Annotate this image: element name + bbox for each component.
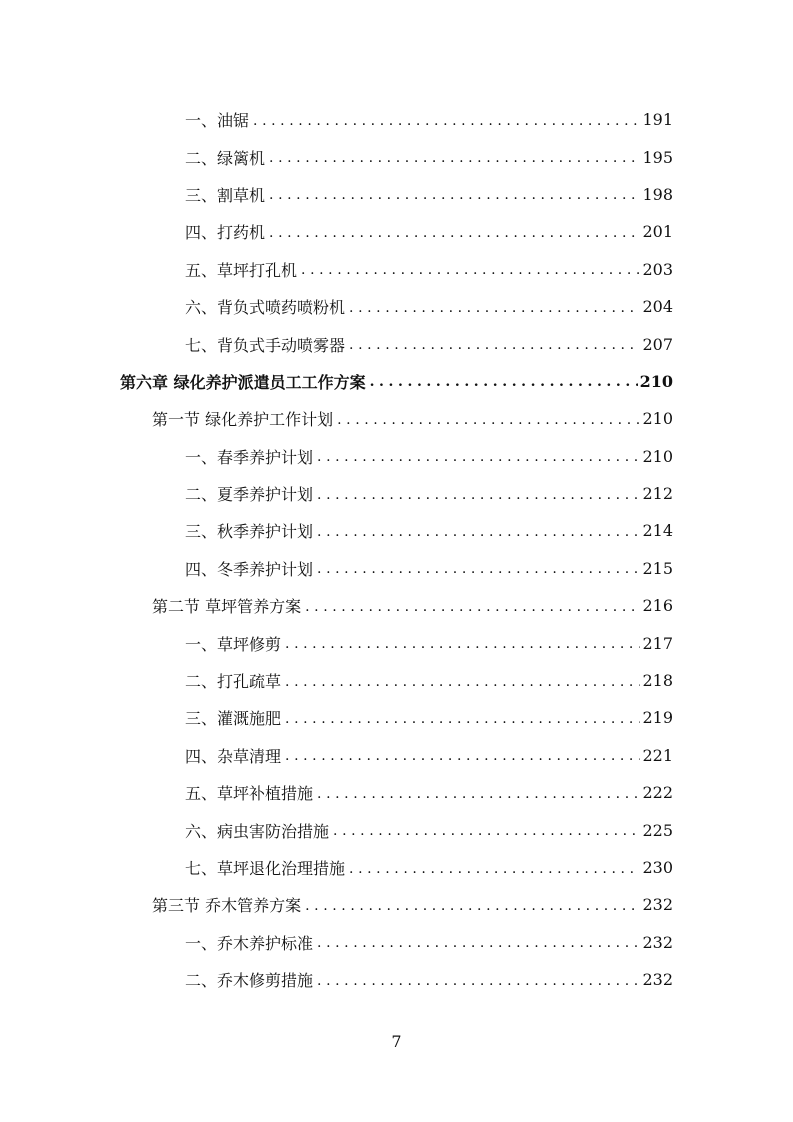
toc-entry[interactable] (0, 961, 793, 998)
toc-entry-title: 四、杂草清理 (185, 746, 282, 766)
toc-entry[interactable] (0, 325, 793, 362)
toc-entry-title: 二、绿篱机 (185, 148, 266, 168)
toc-page-number: 214 (642, 521, 673, 541)
toc-entry-title: 六、病虫害防治措施 (185, 821, 330, 841)
toc-entry[interactable] (0, 624, 793, 661)
toc-entry[interactable] (0, 213, 793, 250)
toc-page-number: 225 (642, 820, 673, 840)
toc-entry-title: 五、草坪补植措施 (185, 784, 314, 804)
toc-entry-title: 三、秋季养护计划 (185, 522, 314, 542)
toc-entry[interactable] (0, 662, 793, 699)
toc-dot-leader (285, 636, 640, 652)
toc-dot-leader (301, 262, 640, 278)
toc-page-number: 232 (642, 895, 673, 915)
toc-page-number: 203 (642, 259, 673, 279)
toc-page-number: 210 (639, 371, 673, 391)
toc-entry[interactable] (0, 811, 793, 848)
toc-section-entry[interactable] (0, 400, 793, 437)
toc-entry-title: 三、割草机 (185, 185, 266, 205)
toc-entry-title: 六、背负式喷药喷粉机 (185, 298, 346, 318)
toc-dot-leader (333, 823, 640, 839)
toc-entry[interactable] (0, 101, 793, 138)
toc-entry-title: 三、灌溉施肥 (185, 709, 282, 729)
toc-page-number: 219 (642, 708, 673, 728)
toc-dot-leader (269, 187, 640, 203)
toc-page-number: 218 (642, 671, 673, 691)
toc-entry[interactable] (0, 774, 793, 811)
toc-dot-leader (317, 973, 640, 989)
toc-entry-title: 第二节 草坪管养方案 (152, 597, 302, 617)
toc-dot-leader (317, 561, 640, 577)
page-number: 7 (391, 1032, 402, 1051)
toc-page-number: 195 (642, 147, 673, 167)
toc-page-number: 221 (642, 745, 673, 765)
toc-page-number: 210 (642, 409, 673, 429)
toc-entry-title: 七、草坪退化治理措施 (185, 859, 346, 878)
toc-dot-leader (253, 113, 640, 129)
toc-entry-title: 二、夏季养护计划 (185, 485, 314, 505)
toc-dot-leader (305, 599, 640, 615)
toc-page-number: 201 (642, 222, 673, 242)
toc-entry[interactable] (0, 251, 793, 288)
toc-dot-leader (349, 861, 640, 877)
toc-dot-leader (285, 711, 640, 727)
toc-entry[interactable] (0, 737, 793, 774)
toc-entry-title: 第六章 绿化养护派遣员工工作方案 (120, 372, 366, 392)
toc-page-number: 232 (642, 970, 673, 990)
toc-entry-title: 二、乔木修剪措施 (185, 971, 314, 991)
toc-dot-leader (317, 786, 640, 802)
toc-dot-leader (317, 449, 640, 465)
toc-entry[interactable] (0, 475, 793, 512)
toc-dot-leader (370, 374, 638, 390)
toc-dot-leader (337, 412, 640, 428)
toc-entry-title: 一、春季养护计划 (185, 447, 314, 467)
toc-entry-title: 四、冬季养护计划 (185, 559, 314, 579)
toc-page-number: 215 (642, 558, 673, 578)
toc-entry-title: 一、油锯 (185, 111, 250, 131)
toc-entry-title: 第一节 绿化养护工作计划 (152, 410, 334, 430)
toc-entry[interactable] (0, 550, 793, 587)
toc-entry-title: 一、草坪修剪 (185, 634, 282, 654)
toc-page-number: 212 (642, 484, 673, 504)
toc-entry[interactable] (0, 288, 793, 325)
toc-page-number: 216 (642, 596, 673, 616)
toc-page-number: 217 (642, 633, 673, 653)
toc-entry[interactable] (0, 849, 793, 886)
toc-page-number: 191 (642, 110, 673, 130)
toc-dot-leader (349, 337, 640, 353)
toc-dot-leader (269, 225, 640, 241)
toc-page-number: 222 (642, 783, 673, 803)
toc-page-number: 207 (642, 334, 673, 354)
toc-dot-leader (349, 300, 640, 316)
toc-entry[interactable] (0, 138, 793, 175)
toc-page-number: 230 (642, 858, 673, 877)
toc-entry-title: 二、打孔疏草 (185, 672, 282, 692)
toc-entry[interactable] (0, 512, 793, 549)
toc-entry[interactable] (0, 699, 793, 736)
toc-entry[interactable] (0, 924, 793, 961)
table-of-contents (0, 101, 793, 998)
toc-chapter-entry[interactable] (0, 363, 793, 400)
toc-entry-title: 一、乔木养护标准 (185, 933, 314, 953)
toc-entry-title: 第三节 乔木管养方案 (152, 896, 302, 916)
toc-page-number: 210 (642, 446, 673, 466)
toc-section-entry[interactable] (0, 587, 793, 624)
toc-dot-leader (285, 674, 640, 690)
toc-entry-title: 四、打药机 (185, 223, 266, 243)
toc-entry[interactable] (0, 176, 793, 213)
toc-dot-leader (305, 898, 640, 914)
toc-entry-title: 五、草坪打孔机 (185, 260, 298, 280)
toc-dot-leader (269, 150, 640, 166)
toc-page-number: 232 (642, 932, 673, 952)
toc-entry-title: 七、背负式手动喷雾器 (185, 335, 346, 355)
toc-page-number: 198 (642, 184, 673, 204)
toc-dot-leader (285, 748, 640, 764)
toc-entry[interactable] (0, 438, 793, 475)
toc-dot-leader (317, 524, 640, 540)
toc-dot-leader (317, 935, 640, 951)
toc-section-entry[interactable] (0, 886, 793, 923)
toc-page-number: 204 (642, 297, 673, 317)
toc-dot-leader (317, 487, 640, 503)
